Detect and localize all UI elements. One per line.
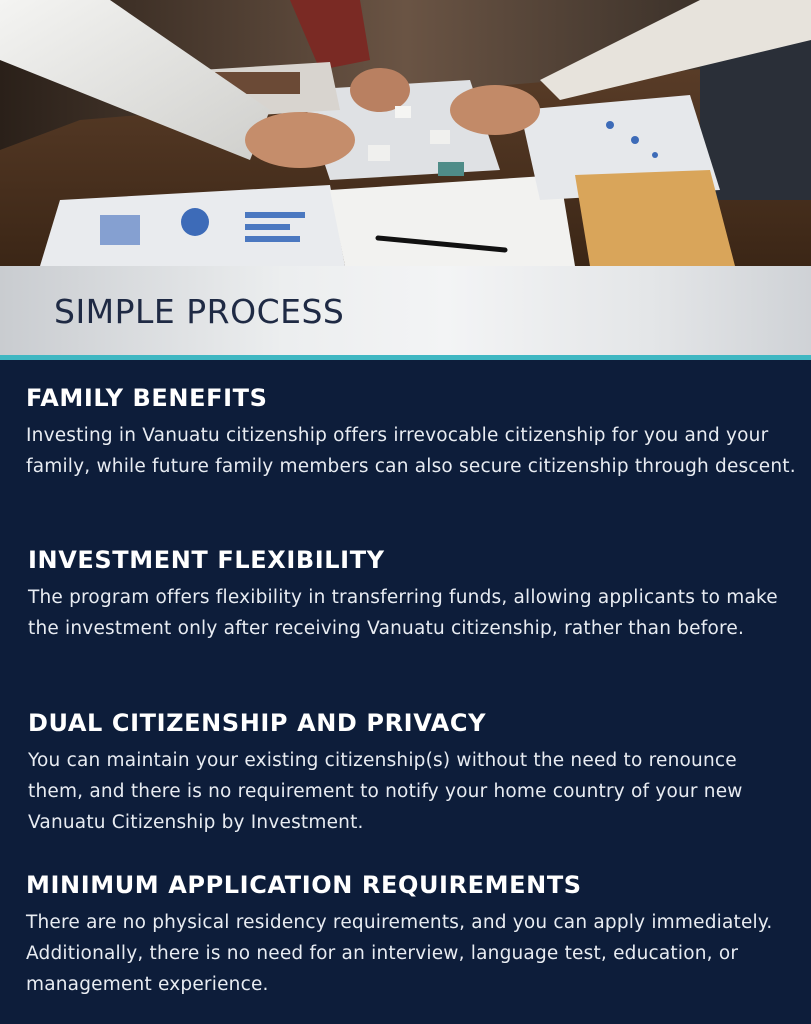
section-investment-flexibility (28, 546, 798, 644)
section-body: The program offers flexibility in transferring funds, allowing applicants to make the investment only after receiving Vanuatu citizenship, rather than before. (28, 587, 778, 639)
section-body: You can maintain your existing citizenship(s) without the need to renounce them, and there is no requirement to notify your home country of your new Vanuatu Citizenship by Investment. (28, 750, 743, 833)
section-heading: INVESTMENT FLEXIBILITY (28, 546, 385, 574)
page-title: SIMPLE PROCESS (54, 292, 345, 331)
section-heading: DUAL CITIZENSHIP AND PRIVACY (28, 709, 487, 737)
hero-photo (0, 0, 811, 266)
business-meeting-photo-icon (0, 0, 811, 266)
section-minimum-application-requirements (26, 871, 796, 1000)
section-heading: MINIMUM APPLICATION REQUIREMENTS (26, 871, 582, 899)
content-panel (0, 360, 811, 1024)
section-family-benefits (26, 384, 796, 482)
title-band (0, 266, 811, 355)
section-dual-citizenship-privacy (28, 709, 798, 838)
section-body: Investing in Vanuatu citizenship offers irrevocable citizenship for you and your family, while future family members can also secure citizenship through descent. (26, 425, 796, 477)
section-heading: FAMILY BENEFITS (26, 384, 268, 412)
section-body: There are no physical residency requirements, and you can apply immediately. Additionally, there is no need for an interview, language test, education, or management experience. (26, 912, 773, 995)
